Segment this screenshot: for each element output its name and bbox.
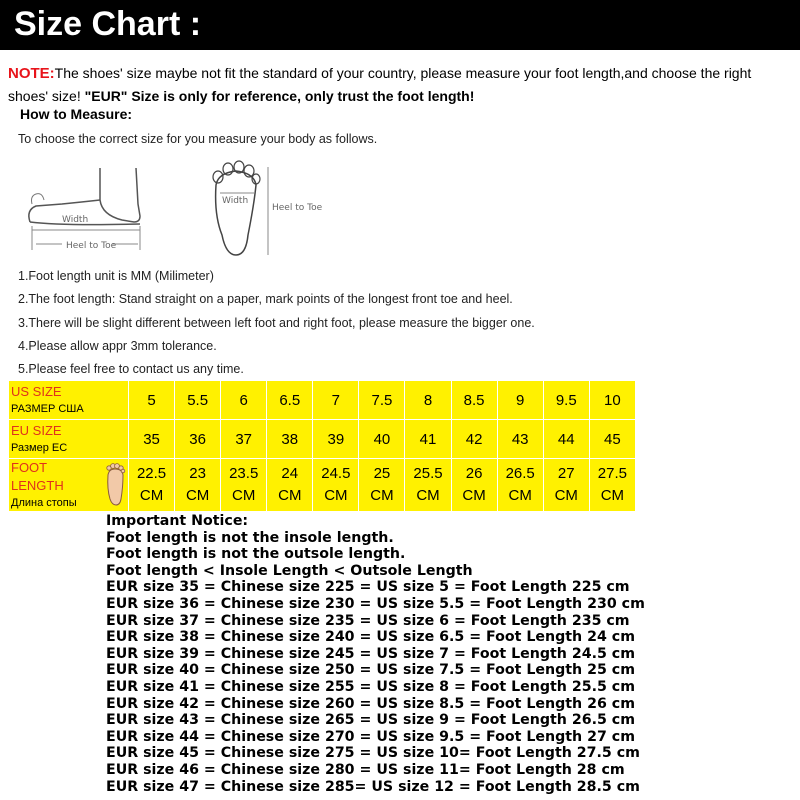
foot-length-unit: CM: [462, 487, 486, 504]
row-header-en: EU SIZE: [11, 423, 62, 438]
how-to-measure-title: How to Measure:: [20, 106, 133, 122]
step-3: 3.There will be slight different between left foot and right foot, please measure the bigger one.: [18, 315, 535, 330]
notice-line: EUR size 37 = Chinese size 235 = US size 6 = Foot Length 235 cm: [106, 612, 630, 629]
foot-length-value: 25: [373, 465, 391, 482]
size-cell: 36: [175, 420, 221, 459]
size-cell: 8: [405, 381, 451, 420]
row-header-en: FOOT LENGTH: [11, 460, 64, 493]
size-cell: [221, 459, 267, 512]
foot-sole-diagram: [196, 155, 346, 265]
foot-length-value: 25.5: [413, 465, 443, 482]
note-label: NOTE:: [8, 65, 55, 82]
size-cell: 5.5: [175, 381, 221, 420]
page-title: Size Chart :: [14, 5, 202, 43]
foot-icon: [102, 463, 128, 507]
notice-line: EUR size 47 = Chinese size 285= US size 12 = Foot Length 28.5 cm: [106, 778, 640, 795]
notice-line: EUR size 45 = Chinese size 275 = US size 10= Foot Length 27.5 cm: [106, 745, 640, 762]
diagram-heel-to-toe-label: Heel to Toe: [66, 241, 117, 251]
notice-line: Foot length < Insole Length < Outsole Length: [106, 562, 473, 579]
size-table-row: [9, 459, 636, 512]
size-table: [8, 380, 636, 512]
notice-line: EUR size 38 = Chinese size 240 = US size 6.5 = Foot Length 24 cm: [106, 629, 635, 646]
row-header: [9, 381, 129, 420]
size-cell: 5: [129, 381, 175, 420]
sole-width-label: Width: [222, 196, 249, 206]
foot-length-unit: CM: [324, 487, 348, 504]
row-header-ru: Размер ЕС: [11, 442, 68, 454]
row-header: [9, 420, 129, 459]
size-cell: 6: [221, 381, 267, 420]
notice-line: EUR size 36 = Chinese size 230 = US size 5.5 = Foot Length 230 cm: [106, 595, 645, 612]
foot-length-value: 27.5: [597, 465, 627, 482]
size-cell: 8.5: [451, 381, 497, 420]
size-cell: [405, 459, 451, 512]
foot-length-value: 23.5: [229, 465, 259, 482]
foot-length-unit: CM: [232, 487, 256, 504]
foot-length-unit: CM: [416, 487, 440, 504]
row-header-ru: РАЗМЕР США: [11, 403, 84, 415]
notice-line: EUR size 46 = Chinese size 280 = US size 11= Foot Length 28 cm: [106, 761, 625, 778]
notice-line: Foot length is not the outsole length.: [106, 546, 406, 563]
size-cell: 37: [221, 420, 267, 459]
notice-line: EUR size 35 = Chinese size 225 = US size 5 = Foot Length 225 cm: [106, 579, 630, 596]
size-cell: [175, 459, 221, 512]
notice-line: EUR size 42 = Chinese size 260 = US size 8.5 = Foot Length 26 cm: [106, 695, 635, 712]
size-cell: 9.5: [543, 381, 589, 420]
foot-length-unit: CM: [554, 487, 578, 504]
size-cell: 40: [359, 420, 405, 459]
foot-length-value: 23: [189, 465, 206, 482]
size-cell: 35: [129, 420, 175, 459]
size-cell: [129, 459, 175, 512]
notice-line: EUR size 44 = Chinese size 270 = US size 9.5 = Foot Length 27 cm: [106, 728, 635, 745]
note-paragraph: [8, 62, 794, 107]
size-cell: 39: [313, 420, 359, 459]
size-cell: 42: [451, 420, 497, 459]
size-table-row: [9, 381, 636, 420]
size-cell: 38: [267, 420, 313, 459]
foot-length-value: 22.5: [136, 465, 167, 482]
important-notice: [106, 513, 645, 795]
step-4: 4.Please allow appr 3mm tolerance.: [18, 338, 217, 353]
size-cell: 7.5: [359, 381, 405, 420]
row-header-en: US SIZE: [11, 384, 62, 399]
notice-line: EUR size 40 = Chinese size 250 = US size 7.5 = Foot Length 25 cm: [106, 662, 635, 679]
measure-steps: [18, 265, 535, 381]
foot-side-diagram: [22, 160, 182, 260]
diagram-width-label: Width: [62, 215, 89, 225]
size-cell: 7: [313, 381, 359, 420]
step-1: 1.Foot length unit is MM (Milimeter): [18, 269, 214, 283]
size-cell: [451, 459, 497, 512]
foot-length-unit: CM: [139, 487, 164, 504]
notice-title: Important Notice:: [106, 513, 249, 529]
note-text: The shoes' size maybe not fit the standard of your country, please measure your foot length,and choose the right shoes' size!: [8, 65, 752, 104]
foot-length-value: 24.5: [321, 465, 351, 482]
size-cell: 6.5: [267, 381, 313, 420]
size-cell: [543, 459, 589, 512]
size-cell: 45: [589, 420, 635, 459]
foot-length-value: 26.5: [505, 465, 535, 482]
foot-length-unit: CM: [370, 487, 394, 504]
size-cell: [313, 459, 359, 512]
step-5: 5.Please feel free to contact us any time.: [18, 362, 244, 377]
foot-length-unit: CM: [600, 487, 625, 504]
foot-length-unit: CM: [185, 487, 210, 504]
size-cell: [267, 459, 313, 512]
size-cell: 44: [543, 420, 589, 459]
size-cell: 9: [497, 381, 543, 420]
foot-length-value: 27: [557, 465, 575, 482]
size-cell: 10: [589, 381, 635, 420]
note-bold-text: "EUR" Size is only for reference, only trust the foot length!: [80, 88, 475, 104]
size-cell: 41: [405, 420, 451, 459]
size-cell: 43: [497, 420, 543, 459]
foot-length-value: 24: [281, 465, 299, 482]
notice-line: EUR size 41 = Chinese size 255 = US size 8 = Foot Length 25.5 cm: [106, 678, 635, 695]
foot-length-value: 26: [465, 465, 483, 482]
notice-line: EUR size 39 = Chinese size 245 = US size 7 = Foot Length 24.5 cm: [106, 645, 635, 662]
size-cell: [359, 459, 405, 512]
row-header-ru: Длина стопы: [11, 497, 77, 509]
foot-length-unit: CM: [508, 487, 532, 504]
header-bar: [0, 0, 800, 50]
step-2: 2.The foot length: Stand straight on a paper, mark points of the longest front toe and heel.: [18, 292, 513, 307]
size-table-row: [9, 420, 636, 459]
foot-length-unit: CM: [278, 487, 302, 504]
notice-line: EUR size 43 = Chinese size 265 = US size 9 = Foot Length 26.5 cm: [106, 712, 635, 729]
how-to-measure-subtitle: To choose the correct size for you measure your body as follows.: [18, 132, 378, 146]
notice-line: Foot length is not the insole length.: [106, 529, 394, 546]
size-cell: [589, 459, 635, 512]
size-cell: [497, 459, 543, 512]
row-header: [9, 459, 129, 512]
sole-heel-to-toe-label: Heel to Toe: [272, 203, 323, 213]
